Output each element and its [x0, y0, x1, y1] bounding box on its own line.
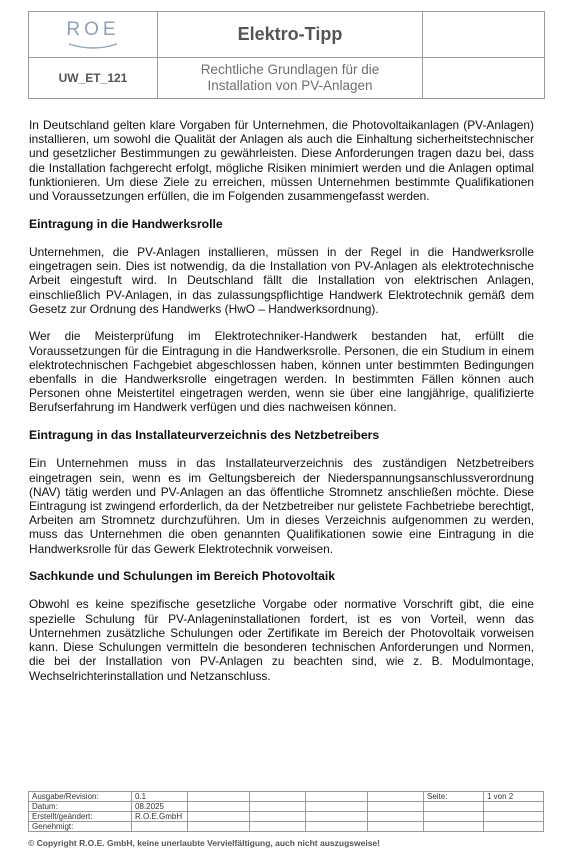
- title-cell: [158, 12, 423, 58]
- subtitle-line-1: Rechtliche Grundlagen für die: [200, 62, 380, 77]
- date-value: 08.2025: [132, 802, 188, 812]
- section2-paragraph-1: Ein Unternehmen muss in das Installateurverzeichnis des zuständigen Netzbetreibers eingetragen sein, wenn es im Geltungsbereich der Niederspannungsanschlussverordnung (NAV) tätig werden und PV-Anlagen an das öffentliche Stromnetz anschließen möchte. Diese Eintragung ist zwingend erforderlich, da der Netzbetreiber nur gelistete Fachbetriebe berechtigt, Arbeiten am Stromnetz durchzuführen. Um in dieses Verzeichnis aufgenommen zu werden, muss das Unternehmen die oben genannten Qualifikationen sowie eine Eintragung in die Handwerksrolle für das Gewerk Elektrotechnik vorweisen.: [29, 456, 534, 556]
- footer-empty-cell: [368, 802, 424, 812]
- section-heading-installateurverzeichnis: Eintragung in das Installateurverzeichnis des Netzbetreibers: [29, 428, 380, 443]
- footer-empty-cell: [368, 822, 424, 832]
- footer-empty-cell: [250, 812, 306, 822]
- footer-empty-cell: [484, 802, 544, 812]
- subtitle-line-2: Installation von PV-Anlagen: [207, 78, 373, 93]
- revision-label: Ausgabe/Revision:: [29, 792, 132, 802]
- document-title: Elektro-Tipp: [237, 24, 343, 44]
- footer-empty-cell: [188, 822, 250, 832]
- footer-empty-cell: [424, 802, 484, 812]
- date-label: Datum:: [29, 802, 132, 812]
- header-empty-cell-bottom: [423, 58, 545, 99]
- footer-empty-cell: [250, 792, 306, 802]
- footer-empty-cell: [368, 812, 424, 822]
- doc-id-cell: [29, 58, 158, 99]
- logo-cell: [29, 12, 158, 58]
- footer-empty-cell: [484, 822, 544, 832]
- page-label: Seite:: [424, 792, 484, 802]
- logo-text: ROE: [66, 18, 120, 40]
- footer-empty-cell: [250, 802, 306, 812]
- copyright-notice: © Copyright R.O.E. GmbH, keine unerlaubte Vervielfältigung, auch nicht auszugsweise!: [28, 838, 380, 848]
- footer-empty-cell: [188, 812, 250, 822]
- footer-empty-cell: [424, 822, 484, 832]
- footer-empty-cell: [484, 812, 544, 822]
- section1-paragraph-2: Wer die Meisterprüfung im Elektrotechniker-Handwerk bestanden hat, erfüllt die Voraussetzungen für die Eintragung in die Handwerksrolle. Personen, die ein Studium in einem elektrotechnischen Fachgebiet abgeschlossen haben, können unter bestimmten Bedingungen ebenfalls in die Handwerksrolle eingetragen werden. In bestimmten Fällen können auch Personen ohne Meistertitel eingetragen werden, wenn sie über eine langjährige, qualifizierte Berufserfahrung im Handwerk verfügen und dies nachweisen können.: [29, 329, 534, 415]
- section-heading-sachkunde: Sachkunde und Schulungen im Bereich Photovoltaik: [29, 569, 336, 584]
- section-heading-handwerksrolle: Eintragung in die Handwerksrolle: [29, 216, 223, 231]
- document-header: [28, 11, 545, 99]
- roe-logo: [63, 15, 123, 55]
- footer-empty-cell: [368, 792, 424, 802]
- created-value: R.O.E.GmbH: [132, 812, 188, 822]
- intro-paragraph: In Deutschland gelten klare Vorgaben für Unternehmen, die Photovoltaikanlagen (PV-Anlagen) installieren, um sowohl die Qualität der Anlagen als auch die Einhaltung sicherheitstechnischer und gesetzlicher Bestimmungen zu gewährleisten. Diese Anforderungen tragen dazu bei, dass die Installation fachgerecht erfolgt, mögliche Risiken minimiert werden und die Anlagen optimal funktionieren. Um diese Ziele zu erreichen, müssen Unternehmen bestimmte Qualifikationen und Voraussetzungen erfüllen, die im Folgenden zusammengefasst werden.: [29, 118, 534, 204]
- section1-paragraph-1: Unternehmen, die PV-Anlagen installieren, müssen in der Regel in die Handwerksrolle eingetragen sein. Dies ist notwendig, da die Installation von PV-Anlagen als elektrotechnische Arbeit eingestuft wird. In Deutschland fällt die Installation von elektrischen Anlagen, einschließlich PV-Anlagen, in das zulassungspflichtige Handwerk Elektrotechnik gemäß dem Gesetz zur Ordnung des Handwerks (HwO – Handwerksordnung).: [29, 244, 534, 316]
- subtitle-cell: [158, 58, 423, 99]
- approved-value: [132, 822, 188, 832]
- approved-label: Genehmigt:: [29, 822, 132, 832]
- footer-empty-cell: [306, 812, 368, 822]
- footer-empty-cell: [306, 802, 368, 812]
- section3-paragraph-1: Obwohl es keine spezifische gesetzliche Vorgabe oder normative Vorschrift gibt, die eine spezielle Schulung für PV-Anlageninstallationen fordert, ist es von Vorteil, wenn das Unternehmen zusätzliche Schulungen oder Zertifikate im Bereich der Photovoltaik vorweisen kann. Diese Schulungen vermitteln die besonderen technischen Anforderungen und Normen, die bei der Installation von PV-Anlagen zu beachten sind, wie z. B. Modulmontage, Wechselrichterinstallation und Netzanschluss.: [29, 597, 534, 683]
- page-value: 1 von 2: [484, 792, 544, 802]
- document-id: UW_ET_121: [58, 71, 128, 85]
- document-body: [29, 118, 534, 696]
- footer-empty-cell: [306, 822, 368, 832]
- footer-empty-cell: [306, 792, 368, 802]
- footer-empty-cell: [424, 812, 484, 822]
- created-label: Erstellt/geändert:: [29, 812, 132, 822]
- revision-value: 0.1: [132, 792, 188, 802]
- document-footer: [28, 791, 544, 832]
- footer-empty-cell: [250, 822, 306, 832]
- footer-empty-cell: [188, 792, 250, 802]
- footer-empty-cell: [188, 802, 250, 812]
- logo-arc-icon: [67, 43, 119, 51]
- header-empty-cell-top: [423, 12, 545, 58]
- document-subtitle: [158, 62, 422, 94]
